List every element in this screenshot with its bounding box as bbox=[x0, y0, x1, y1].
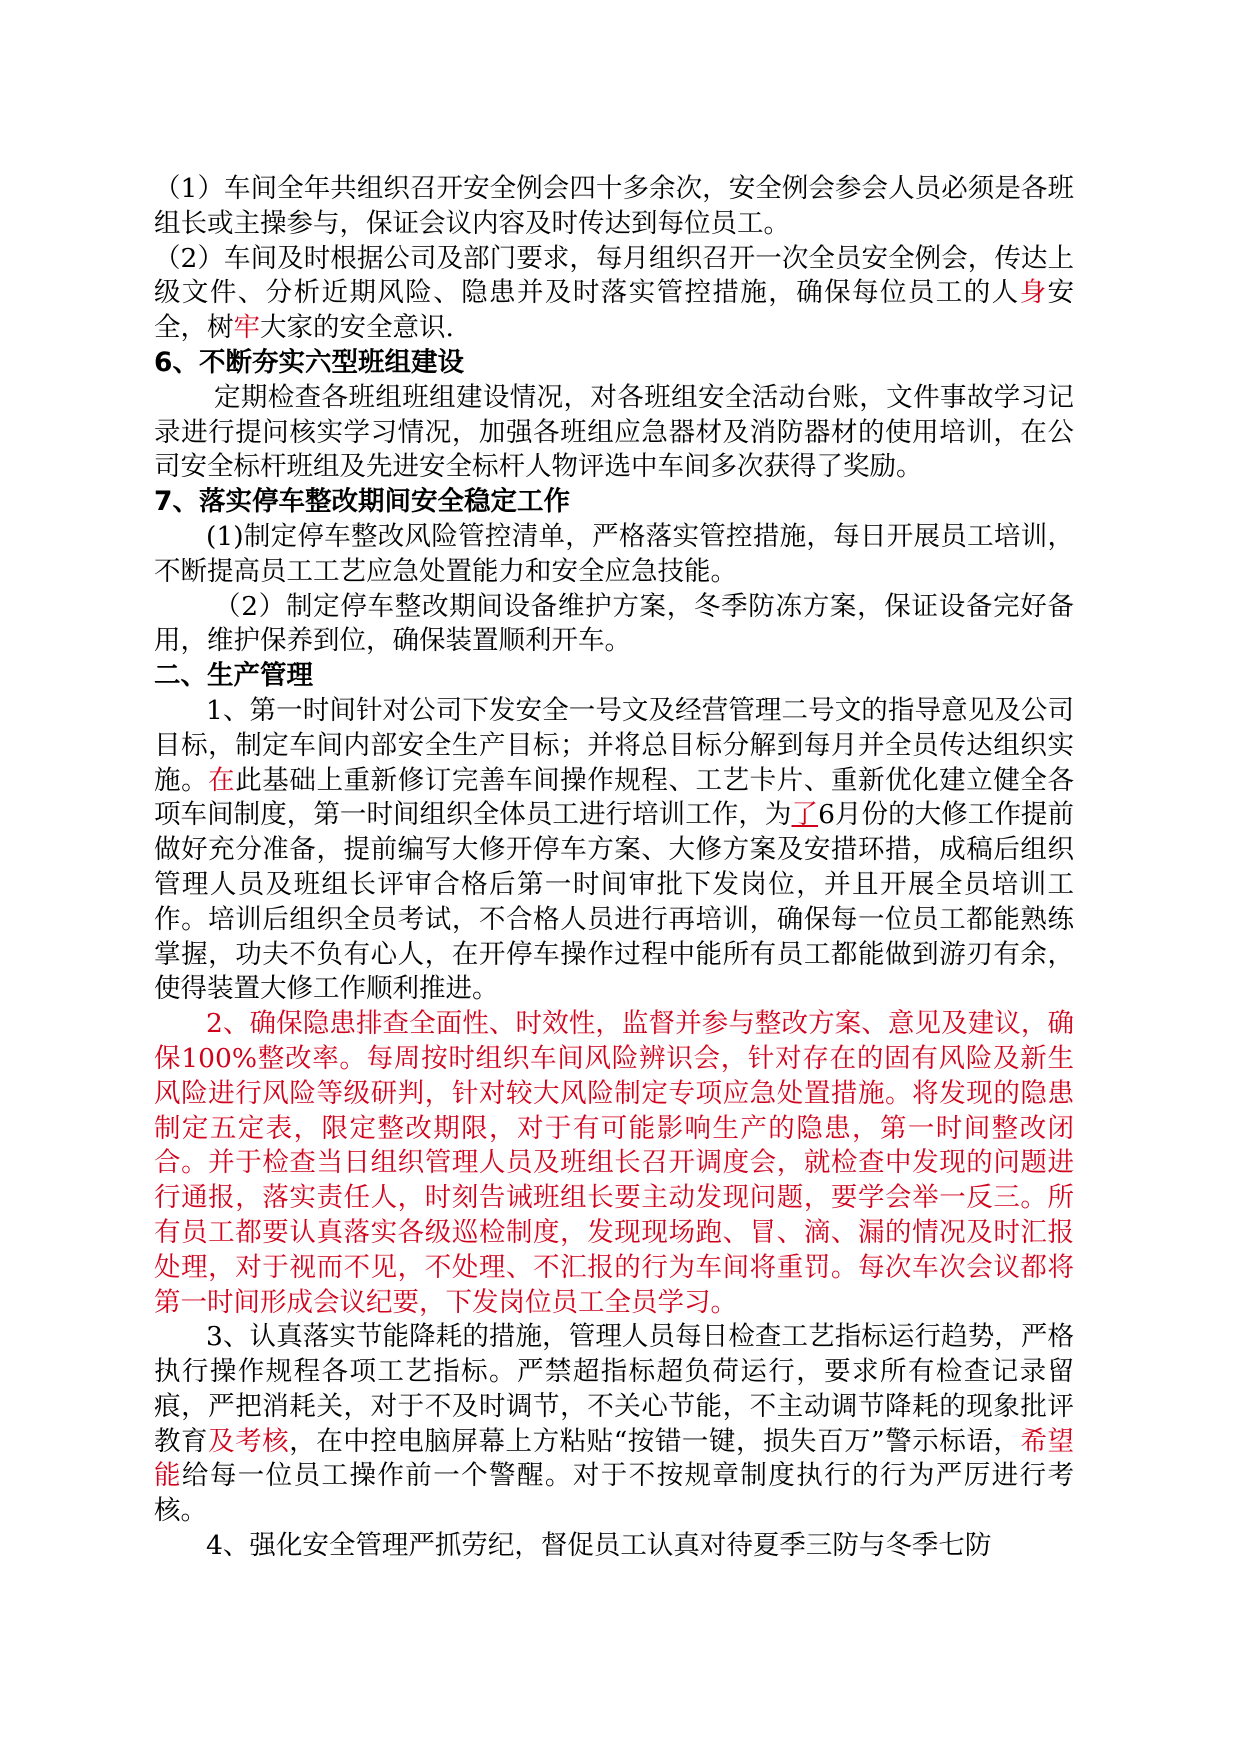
text-run: 6月份的大修工作提前做好充分准备，提前编写大修开停车方案、大修方案及安措环措，成稿后组织管理人员及班组长评审合格后第一时间审批下发岗位，并且开展全员培训工作。培训后组织全员考试，不合格人员进行再培训，确保每一位员工都能熟练掌握，功夫不负有心人，在开停车操作过程中能所有员工都能做到游刃有余，使得装置大修工作顺利推进。 bbox=[154, 799, 1074, 1005]
text-run: （2）车间及时根据公司及部门要求，每月组织召开一次全员安全例会，传达上级文件、分析近期风险、隐患并及时落实管控措施，确保每位员工的人 bbox=[154, 242, 1074, 309]
text-run: 大家的安全意识. bbox=[260, 312, 454, 344]
paragraph-production-1 bbox=[154, 694, 1074, 1007]
text-run: 安全，树 bbox=[154, 277, 1074, 344]
section-heading-6: 6、不断夯实六型班组建设 bbox=[154, 346, 464, 378]
paragraph-production-2: 2、确保隐患排查全面性、时效性，监督并参与整改方案、意见及建议，确保100%整改率。每周按时组织车间风险辨识会，针对存在的固有风险及新生风险进行风险等级研判，针对较大风险制定专项应急处置措施。将发现的隐患制定五定表，限定整改期限，对于有可能影响生产的隐患，第一时间整改闭合。并于检查当日组织管理人员及班组长召开调度会，就检查中发现的问题进行通报，落实责任人，时刻告诫班组长要主动发现问题，要学会举一反三。所有员工都要认真落实各级巡检制度，发现现场跑、冒、滴、漏的情况及时汇报处理，对于视而不见，不处理、不汇报的行为车间将重罚。每次车次会议都将第一时间形成会议纪要，下发岗位员工全员学习。 bbox=[154, 1008, 1074, 1318]
highlighted-text: 牢 bbox=[233, 312, 260, 344]
paragraph-production-4: 4、强化安全管理严抓劳纪，督促员工认真对待夏季三防与冬季七防 bbox=[206, 1530, 992, 1562]
document-page bbox=[154, 172, 1074, 1564]
section-heading-7: 7、落实停车整改期间安全稳定工作 bbox=[154, 486, 570, 518]
highlighted-text: 及考核 bbox=[208, 1425, 290, 1457]
highlighted-text: 在 bbox=[208, 764, 236, 796]
text-run: 此基础上重新修订完善车间操作规程、工艺卡片、重新优化建立健全各项车间制度，第一时间组织全体员工进行培训工作，为 bbox=[154, 764, 1075, 831]
highlighted-text: 了 bbox=[791, 799, 819, 831]
highlighted-text: 希望能 bbox=[154, 1425, 1075, 1492]
section-heading-production: 二、生产管理 bbox=[154, 660, 313, 692]
paragraph-shutdown-1: (1)制定停车整改风险管控清单，严格落实管控措施，每日开展员工培训，不断提高员工工艺应急处置能力和安全应急技能。 bbox=[154, 520, 1074, 587]
paragraph-safety-meetings-2 bbox=[154, 242, 1074, 346]
text-run: 给每一位员工操作前一个警醒。对于不按规章制度执行的行为严厉进行考核。 bbox=[154, 1460, 1074, 1527]
text-run: ，在中控电脑屏幕上方粘贴“按错一键，损失百万”警示标语， bbox=[289, 1425, 1021, 1457]
paragraph-safety-meetings-1: （1）车间全年共组织召开安全例会四十多余次，安全例会参会人员必须是各班组长或主操参与，保证会议内容及时传达到每位员工。 bbox=[154, 173, 1074, 239]
paragraph-shutdown-2: （2）制定停车整改期间设备维护方案，冬季防冻方案，保证设备完好备用，维护保养到位，确保装置顺利开车。 bbox=[154, 590, 1074, 657]
highlighted-text: 身 bbox=[1019, 277, 1048, 309]
text-run: 3、认真落实节能降耗的措施，管理人员每日检查工艺指标运行趋势，严格执行操作规程各项工艺指标。严禁超指标超负荷运行，要求所有检查记录留痕，严把消耗关，对于不及时调节，不关心节能，不主动调节降耗的现象批评教育 bbox=[154, 1321, 1074, 1457]
text-run: 1、第一时间针对公司下发安全一号文及经营管理二号文的指导意见及公司目标，制定车间内部安全生产目标；并将总目标分解到每月并全员传达组织实施。 bbox=[154, 694, 1074, 796]
paragraph-team-building: 定期检查各班组班组建设情况，对各班组安全活动台账，文件事故学习记录进行提问核实学习情况，加强各班组应急器材及消防器材的使用培训，在公司安全标杆班组及先进安全标杆人物评选中车间多次获得了奖励。 bbox=[154, 381, 1074, 483]
paragraph-production-3 bbox=[154, 1320, 1074, 1529]
